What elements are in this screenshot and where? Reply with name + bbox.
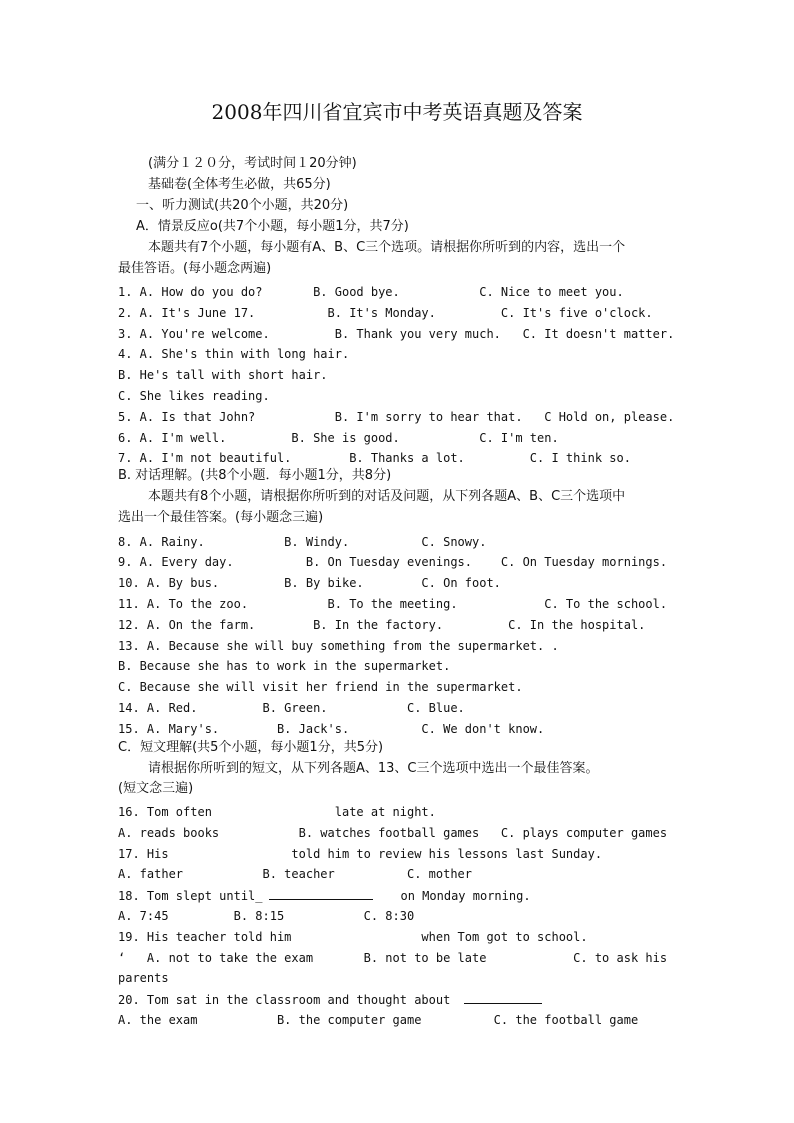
section-listening: 一、听力测试(共20个小题，共20分) — [136, 198, 349, 213]
part-c-heading: C．短文理解(共5个小题，每小题1分，共5分) — [118, 740, 384, 755]
question-3: 3. A. You're welcome. B. Thank you very much. C. It doesn't matter. — [118, 327, 675, 341]
document-title: 2008年四川省宜宾市中考英语真题及答案 — [211, 100, 583, 124]
question-15: 15. A. Mary's. B. Jack's. C. We don't know. — [118, 722, 545, 736]
question-5: 5. A. Is that John? B. I'm sorry to hear that. C Hold on, please. — [118, 410, 675, 424]
question-10: 10. A. By bus. B. By bike. C. On foot. — [118, 576, 501, 590]
question-13-option-c: C. Because she will visit her friend in the supermarket. — [118, 680, 523, 694]
part-c-instruction-1: 请根据你所听到的短文，从下列各题A、13、C三个选项中选出一个最佳答案。 — [148, 761, 599, 776]
part-b-instruction-1: 本题共有8个小题，请根据你所听到的对话及问题，从下列各题A、B、C三个选项中 — [148, 489, 626, 504]
question-9: 9. A. Every day. B. On Tuesday evenings. C. On Tuesday mornings. — [118, 555, 668, 569]
answer-blank — [464, 991, 542, 1004]
question-13-option-b: B. Because she has to work in the supermarket. — [118, 659, 451, 673]
part-c-instruction-2: (短文念三遍) — [118, 781, 194, 796]
question-8: 8. A. Rainy. B. Windy. C. Snowy. — [118, 535, 487, 549]
question-13: 13. A. Because she will buy something from the supermarket. . — [118, 639, 559, 653]
question-16: 16. Tom often late at night. — [118, 805, 436, 819]
question-7: 7. A. I'm not beautiful. B. Thanks a lot. C. I think so. — [118, 451, 631, 465]
question-18-tail: on Monday morning. — [400, 889, 531, 903]
question-20-options: A. the exam B. the computer game C. the football game — [118, 1013, 639, 1027]
question-11: 11. A. To the zoo. B. To the meeting. C. To the school. — [118, 597, 668, 611]
question-18-options: A. 7:45 B. 8:15 C. 8:30 — [118, 909, 415, 923]
question-20-stem: 20. Tom sat in the classroom and thought about — [118, 993, 451, 1007]
question-18-stem: 18. Tom slept until_ — [118, 889, 263, 903]
question-16-options: A. reads books B. watches football games C. plays computer games — [118, 826, 668, 840]
question-2: 2. A. It's June 17. B. It's Monday. C. It's five o'clock. — [118, 306, 653, 320]
question-19-options-cont: parents — [118, 971, 169, 985]
question-17-options: A. father B. teacher C. mother — [118, 867, 473, 881]
exam-info: (满分１２０分，考试时间１20分钟) — [148, 156, 357, 171]
question-1: 1. A. How do you do? B. Good bye. C. Nice to meet you. — [118, 285, 624, 299]
part-b-instruction-2: 选出一个最佳答案。(每小题念三遍) — [118, 510, 324, 525]
question-12: 12. A. On the farm. B. In the factory. C. In the hospital. — [118, 618, 646, 632]
answer-blank — [269, 887, 373, 900]
question-20 — [118, 991, 542, 1008]
question-4-option-b: B. He's tall with short hair. — [118, 368, 328, 382]
question-19-options: ‘ A. not to take the exam B. not to be late C. to ask his — [118, 951, 668, 965]
question-4-option-c: C. She likes reading. — [118, 389, 270, 403]
question-4: 4. A. She's thin with long hair. — [118, 347, 350, 361]
part-a-instruction-1: 本题共有7个小题，每小题有A、B、C三个选项。请根据你所听到的内容，选出一个 — [148, 240, 626, 255]
part-a-heading: A．情景反应o(共7个小题，每小题1分，共7分) — [136, 219, 409, 234]
part-b-heading: B. 对话理解。(共8个小题．每小题1分，共8分) — [118, 468, 392, 483]
question-19: 19. His teacher told him when Tom got to school. — [118, 930, 588, 944]
question-6: 6. A. I'm well. B. She is good. C. I'm ten. — [118, 431, 559, 445]
question-18 — [118, 887, 531, 904]
question-14: 14. A. Red. B. Green. C. Blue. — [118, 701, 465, 715]
section-basic: 基础卷(全体考生必做，共65分) — [148, 177, 331, 192]
question-17: 17. His told him to review his lessons last Sunday. — [118, 847, 603, 861]
part-a-instruction-2: 最佳答语。(每小题念两遍) — [118, 261, 272, 276]
